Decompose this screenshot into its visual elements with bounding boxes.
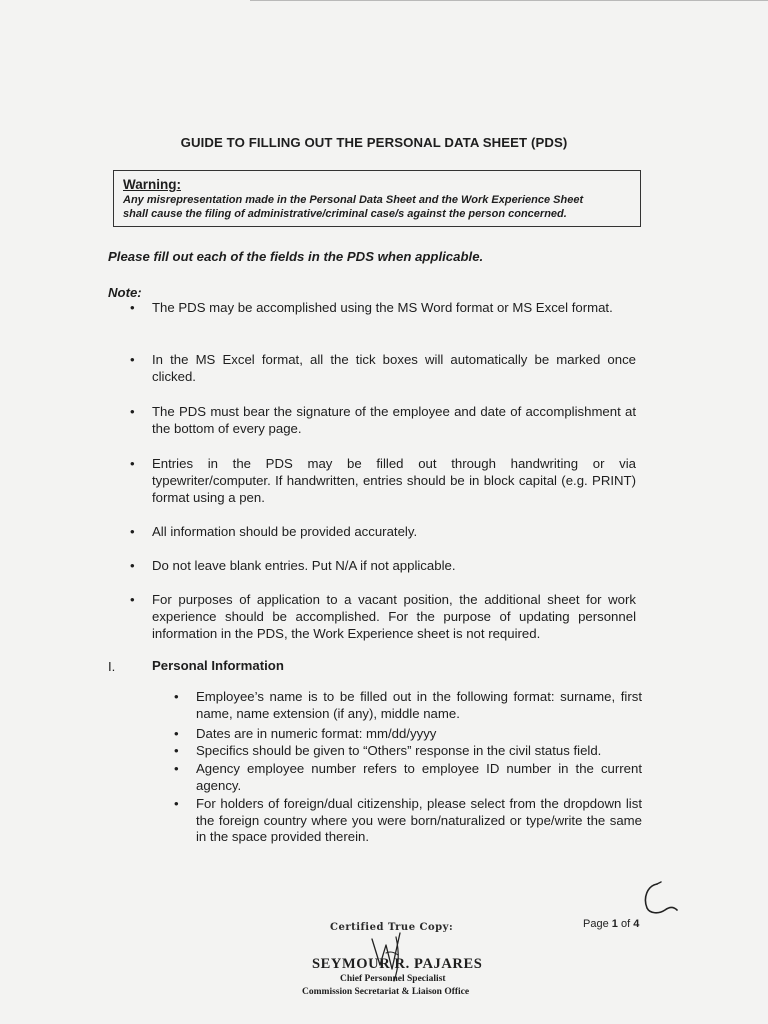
warning-label: Warning: [123, 177, 181, 192]
section-item-text: For holders of foreign/dual citizenship, please select from the dropdown list the foreign country where you were born/naturalized or type/write the same in the space provided therein. [196, 796, 642, 844]
page-number [583, 918, 639, 930]
warning-text-line-1: Any misrepresentation made in the Personal Data Sheet and the Work Experience Sheet [123, 194, 584, 206]
bullet-icon: • [174, 689, 179, 704]
bullet-icon: • [174, 726, 179, 741]
section-number: I. [108, 659, 116, 674]
bullet-icon: • [174, 743, 179, 758]
bullet-icon: • [174, 796, 179, 811]
page-of: of [620, 918, 631, 930]
section-item [174, 689, 642, 722]
note-item [130, 455, 636, 506]
note-item-text: The PDS must bear the signature of the employee and date of accomplishment at the bottom of every page. [152, 404, 636, 436]
bullet-icon: • [130, 404, 135, 419]
certified-true-copy-stamp: Certified True Copy: [330, 922, 454, 933]
handwritten-initial-icon [635, 880, 680, 920]
note-item [130, 523, 636, 540]
top-rule [250, 0, 768, 1]
note-item-text: Entries in the PDS may be filled out through handwriting or via typewriter/computer. If handwritten, entries should be in block capital (e.g. PRINT) format using a pen. [152, 456, 636, 505]
bullet-icon: • [130, 524, 135, 539]
section-item-text: Agency employee number refers to employee ID number in the current agency. [196, 761, 642, 793]
section-item-text: Dates are in numeric format: mm/dd/yyyy [196, 726, 437, 741]
bullet-icon: • [130, 456, 135, 471]
bullet-icon: • [174, 761, 179, 776]
note-item-text: In the MS Excel format, all the tick boxes will automatically be marked once clicked. [152, 352, 636, 384]
section-item-text: Employee’s name is to be filled out in the following format: surname, first name, name extension (if any), middle name. [196, 689, 642, 721]
signer-name: SEYMOUR R. PAJARES [312, 956, 483, 972]
note-item-text: The PDS may be accomplished using the MS Word format or MS Excel format. [152, 300, 613, 315]
bullet-icon: • [130, 300, 135, 315]
note-item-text: For purposes of application to a vacant position, the additional sheet for work experience should be accomplished. For the purpose of updating personnel information in the PDS, the Work Experience sheet is not required. [152, 592, 636, 641]
section-item [174, 726, 642, 743]
note-item [130, 591, 636, 642]
section-item-text: Specifics should be given to “Others” response in the civil status field. [196, 743, 602, 758]
note-item-text: Do not leave blank entries. Put N/A if not applicable. [152, 558, 456, 573]
bullet-icon: • [130, 558, 135, 573]
page-total: 4 [633, 918, 640, 930]
page-prefix: Page [583, 918, 609, 930]
warning-text-line-2: shall cause the filing of administrative/criminal case/s against the person concerned. [123, 208, 567, 220]
section-item [174, 743, 642, 760]
signer-office: Commission Secretariat & Liaison Office [302, 987, 470, 997]
section-item [174, 761, 642, 794]
instruction-text: Please fill out each of the fields in the PDS when applicable. [108, 249, 484, 264]
page-current: 1 [611, 918, 618, 930]
bullet-icon: • [130, 352, 135, 367]
section-item [174, 796, 642, 846]
note-item [130, 299, 636, 316]
bullet-icon: • [130, 592, 135, 607]
note-item [130, 403, 636, 437]
note-item [130, 351, 636, 385]
note-item-text: All information should be provided accurately. [152, 524, 418, 539]
signer-title: Chief Personnel Specialist [340, 974, 446, 984]
note-item [130, 557, 636, 574]
section-title: Personal Information [152, 658, 284, 673]
note-label: Note: [108, 285, 142, 300]
document-title: GUIDE TO FILLING OUT THE PERSONAL DATA SHEET (PDS) [180, 135, 568, 150]
warning-box [113, 170, 641, 227]
